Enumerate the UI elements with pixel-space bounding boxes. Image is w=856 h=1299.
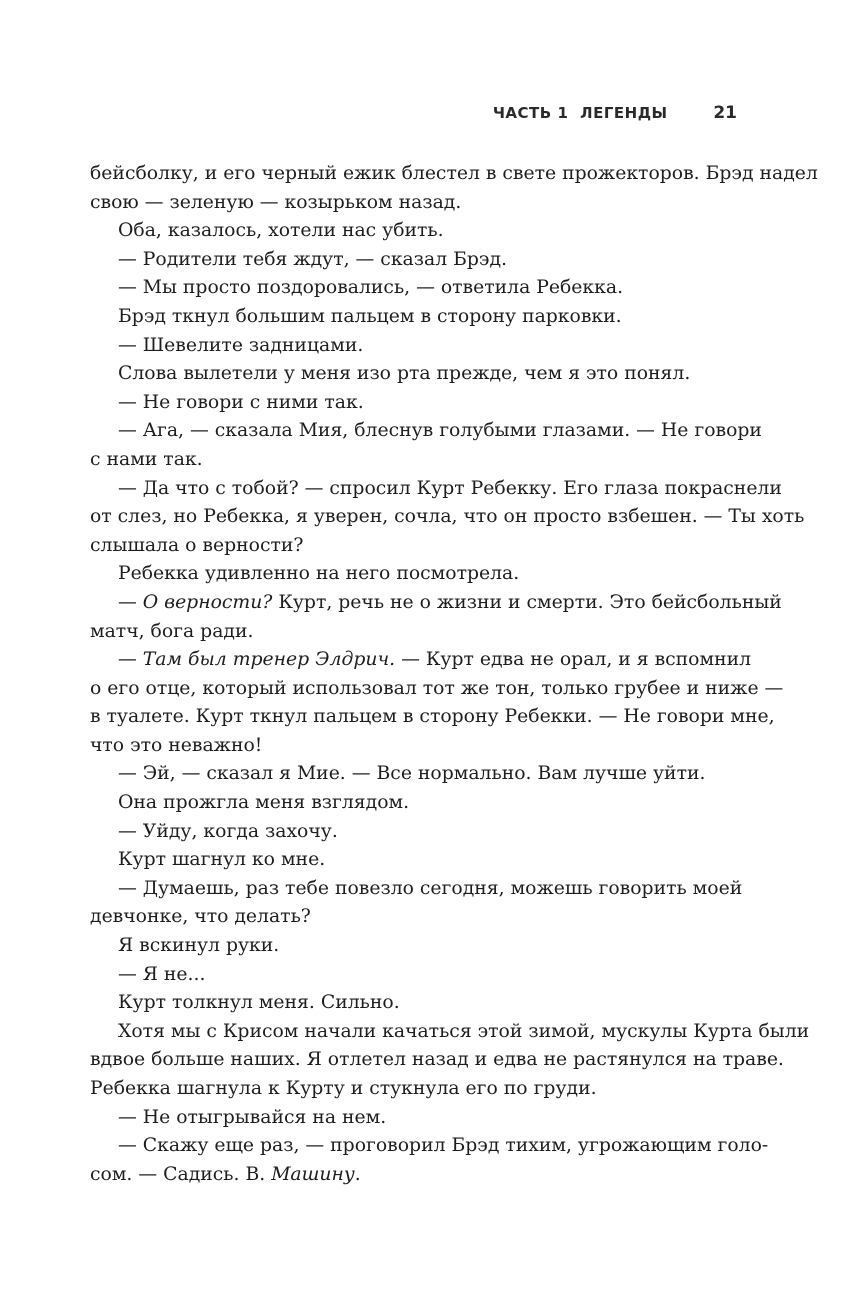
text-line — [90, 846, 738, 875]
text-segment: Оба, казалось, хотели нас убить. — [118, 220, 444, 242]
text-segment: о его отце, который использовал тот же тон, только грубее и ниже — — [90, 677, 784, 699]
text-segment: девчонке, что делать? — [90, 906, 311, 928]
section-title: ЛЕГЕНДЫ — [580, 104, 668, 122]
text-line — [90, 1161, 738, 1190]
text-segment: — Не отыгрывайся на нем. — [118, 1106, 387, 1128]
text-segment: — Я не... — [118, 963, 206, 985]
text-line — [90, 303, 738, 332]
text-segment: Я вскинул руки. — [118, 935, 280, 957]
text-line — [90, 332, 738, 361]
text-line — [90, 675, 784, 704]
text-line — [90, 1046, 784, 1075]
text-segment: — Курт едва не орал, и я вспомнил — [395, 649, 752, 671]
text-segment: Ребекка шагнула к Курту и стукнула его по груди. — [90, 1078, 597, 1099]
text-line — [90, 417, 762, 446]
text-segment: Хотя мы с Крисом начали качаться этой зимой, мускулы Курта были — [118, 1020, 810, 1042]
part-label: ЧАСТЬ 1 — [492, 104, 569, 122]
text-segment: — — [118, 591, 143, 613]
page-number: 21 — [713, 103, 737, 123]
text-line — [90, 961, 738, 990]
text-segment: Слова вылетели у меня изо рта прежде, чем я это понял. — [118, 363, 691, 385]
text-segment: . — [354, 1163, 361, 1185]
italic-text-segment: Там был тренер Элдрич. — [142, 649, 396, 671]
text-line — [90, 903, 738, 932]
text-segment: Курт, речь не о жизни и смерти. Это бейсбольный — [272, 591, 782, 613]
text-line — [90, 360, 738, 389]
text-line — [90, 446, 738, 475]
text-line — [90, 274, 738, 303]
text-segment: — Шевелите задницами. — [118, 334, 364, 356]
text-line — [90, 618, 738, 647]
text-line — [90, 389, 738, 418]
text-line — [90, 989, 738, 1018]
text-segment: вдвое больше наших. Я отлетел назад и едва не растянулся на траве. — [90, 1049, 784, 1071]
text-line — [90, 560, 738, 589]
text-segment: Брэд ткнул большим пальцем в сторону парковки. — [118, 305, 622, 327]
text-segment: свою — зеленую — козырьком назад. — [90, 191, 462, 213]
italic-text-segment: О верности? — [142, 591, 273, 613]
text-segment: — Да что с тобой? — спросил Курт Ребекку. Его глаза покраснели — [118, 477, 782, 499]
text-segment: от слез, но Ребекка, я уверен, сочла, что он просто взбешен. — Ты хоть — [90, 506, 805, 528]
text-line — [90, 1018, 810, 1047]
text-line — [90, 589, 782, 618]
text-line — [90, 217, 738, 246]
text-segment: сом. — Садись. В. — [90, 1163, 272, 1185]
text-line — [90, 818, 738, 847]
text-segment: Ребекка удивленно на него посмотрела. — [118, 563, 520, 585]
text-segment: бейсболку, и его черный ежик блестел в свете прожекторов. Брэд надел — [90, 163, 818, 184]
text-line — [90, 789, 738, 818]
text-segment: в туалете. Курт ткнул пальцем в сторону Ребекки. — Не говори мне, — [90, 706, 775, 728]
text-segment: Она прожгла меня взглядом. — [118, 792, 410, 814]
text-segment: — Скажу еще раз, — проговорил Брэд тихим, угрожающим голо- — [118, 1135, 769, 1157]
italic-text-segment: Машину — [271, 1163, 355, 1185]
text-line — [90, 475, 782, 504]
body-text — [90, 160, 818, 1189]
text-line — [90, 732, 738, 761]
text-segment: — Уйду, когда захочу. — [118, 820, 338, 842]
text-segment: — Ага, — сказала Мия, блеснув голубыми глазами. — Не говори — [118, 420, 762, 442]
text-segment: Курт шагнул ко мне. — [118, 849, 326, 871]
text-segment: — Думаешь, раз тебе повезло сегодня, можешь говорить моей — [118, 877, 743, 899]
text-line — [90, 1075, 738, 1104]
text-line — [90, 1104, 738, 1133]
text-segment: что это неважно! — [90, 734, 263, 756]
text-segment: — Не говори с ними так. — [118, 391, 364, 413]
text-segment: слышала о верности? — [90, 534, 304, 556]
text-segment: — Родители тебя ждут, — сказал Брэд. — [118, 248, 507, 270]
text-line — [90, 246, 738, 275]
text-line — [90, 875, 743, 904]
text-segment: Курт толкнул меня. Сильно. — [118, 992, 400, 1014]
text-segment: — Мы просто поздоровались, — ответила Ребекка. — [118, 277, 624, 299]
text-line — [90, 703, 775, 732]
running-header — [493, 103, 737, 123]
text-line — [90, 160, 818, 189]
text-line — [90, 503, 805, 532]
text-segment: с нами так. — [90, 448, 203, 470]
text-segment: матч, бога ради. — [90, 620, 254, 642]
text-line — [90, 646, 752, 675]
text-segment: — Эй, — сказал я Мие. — Все нормально. Вам лучше уйти. — [118, 763, 706, 785]
text-segment: — — [118, 649, 143, 671]
text-line — [90, 189, 738, 218]
text-line — [90, 932, 738, 961]
text-line — [90, 532, 738, 561]
text-line — [90, 760, 738, 789]
text-line — [90, 1132, 769, 1161]
